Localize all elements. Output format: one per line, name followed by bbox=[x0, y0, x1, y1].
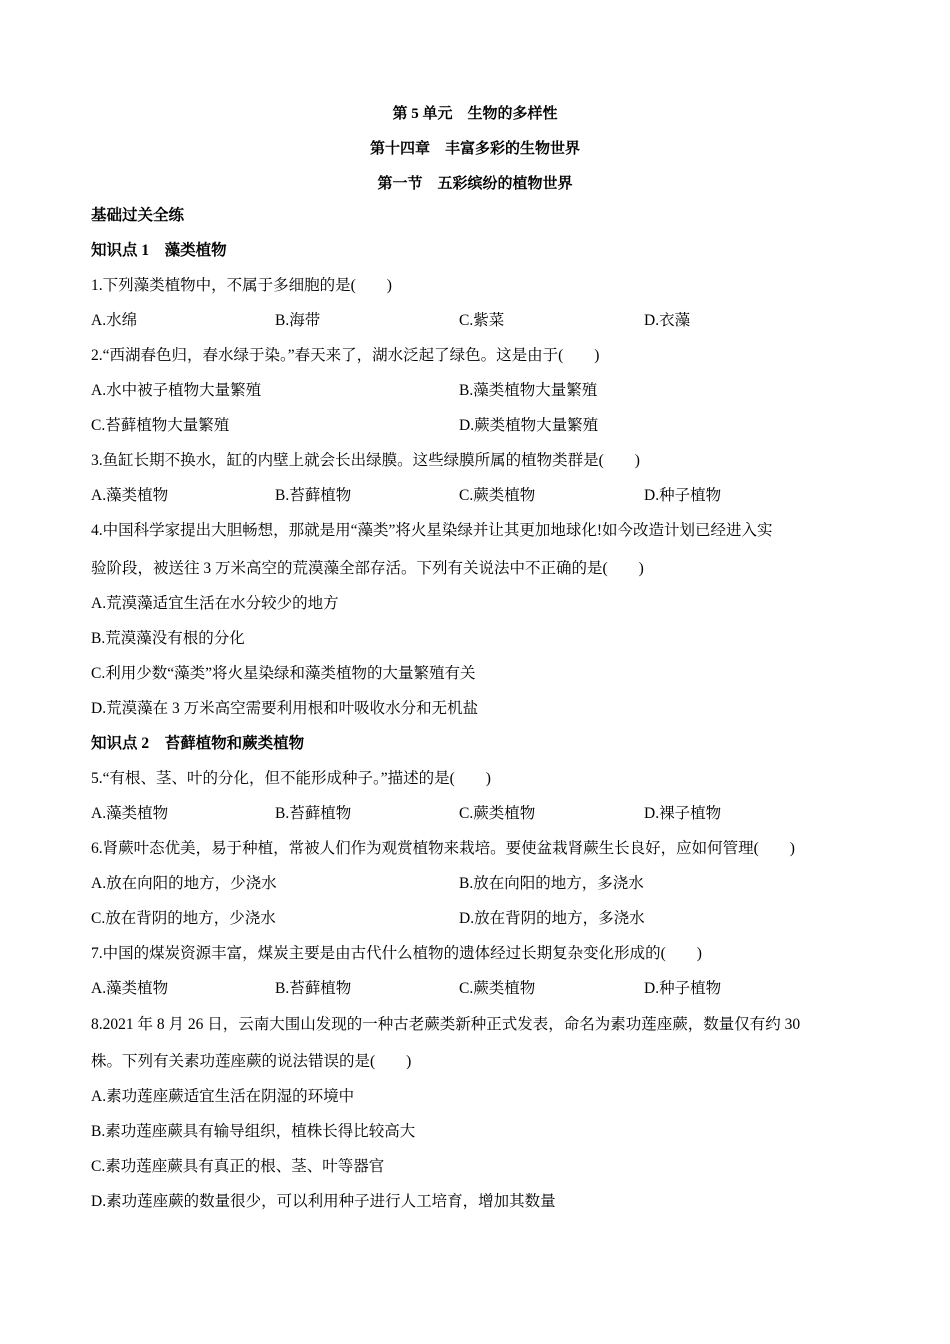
question-6-stem: 6.肾蕨叶态优美，易于种植，常被人们作为观赏植物来栽培。要使盆栽肾蕨生长良好，应如何管理( ) bbox=[91, 840, 795, 857]
knowledge-point-2: 知识点 2 苔藓植物和蕨类植物 bbox=[91, 735, 305, 752]
exercise-title: 基础过关全练 bbox=[91, 207, 185, 224]
question-3-option-b: B.苔藓植物 bbox=[275, 487, 352, 504]
question-3-option-a: A.藻类植物 bbox=[91, 487, 169, 504]
question-7-option-a: A.藻类植物 bbox=[91, 980, 169, 997]
question-6-option-c: C.放在背阴的地方，少浇水 bbox=[91, 910, 276, 927]
question-8-stem-line-1: 8.2021 年 8 月 26 日，云南大围山发现的一种古老蕨类新种正式发表，命名为素功莲座蕨，数量仅有约 30 bbox=[91, 1016, 801, 1033]
question-5-stem: 5.“有根、茎、叶的分化，但不能形成种子。”描述的是( ) bbox=[91, 770, 491, 787]
question-7-option-b: B.苔藓植物 bbox=[275, 980, 352, 997]
question-2-stem: 2.“西湖春色归，春水绿于染。”春天来了，湖水泛起了绿色。这是由于( ) bbox=[91, 347, 600, 364]
question-2-option-a: A.水中被子植物大量繁殖 bbox=[91, 382, 262, 399]
question-4-option-d: D.荒漠藻在 3 万米高空需要利用根和叶吸收水分和无机盐 bbox=[91, 700, 479, 717]
question-2-option-d: D.蕨类植物大量繁殖 bbox=[459, 417, 599, 434]
question-6-option-b: B.放在向阳的地方，多浇水 bbox=[459, 875, 644, 892]
section-heading: 第一节 五彩缤纷的植物世界 bbox=[377, 176, 573, 192]
question-4-stem-line-1: 4.中国科学家提出大胆畅想，那就是用“藻类”将火星染绿并让其更加地球化!如今改造计划已经进入实 bbox=[91, 522, 773, 539]
question-8-stem-line-2: 株。下列有关素功莲座蕨的说法错误的是( ) bbox=[91, 1053, 412, 1070]
question-8-option-d: D.素功莲座蕨的数量很少，可以利用种子进行人工培育，增加其数量 bbox=[91, 1193, 556, 1210]
question-1-option-c: C.紫菜 bbox=[459, 312, 505, 329]
question-5-option-a: A.藻类植物 bbox=[91, 805, 169, 822]
question-1-stem: 1.下列藻类植物中，不属于多细胞的是( ) bbox=[91, 277, 392, 294]
question-7-option-d: D.种子植物 bbox=[644, 980, 722, 997]
question-2-option-c: C.苔藓植物大量繁殖 bbox=[91, 417, 230, 434]
question-8-option-a: A.素功莲座蕨适宜生活在阴湿的环境中 bbox=[91, 1088, 355, 1105]
question-4-stem-line-2: 验阶段，被送往 3 万米高空的荒漠藻全部存活。下列有关说法中不正确的是( ) bbox=[91, 560, 644, 577]
question-4-option-a: A.荒漠藻适宜生活在水分较少的地方 bbox=[91, 595, 339, 612]
chapter-heading: 第十四章 丰富多彩的生物世界 bbox=[369, 141, 580, 157]
knowledge-point-1: 知识点 1 藻类植物 bbox=[91, 242, 227, 259]
question-8-option-b: B.素功莲座蕨具有输导组织，植株长得比较高大 bbox=[91, 1123, 416, 1140]
question-5-option-d: D.裸子植物 bbox=[644, 805, 722, 822]
question-3-stem: 3.鱼缸长期不换水，缸的内壁上就会长出绿膜。这些绿膜所属的植物类群是( ) bbox=[91, 452, 640, 469]
question-7-stem: 7.中国的煤炭资源丰富，煤炭主要是由古代什么植物的遗体经过长期复杂变化形成的( ) bbox=[91, 945, 702, 962]
question-6-option-a: A.放在向阳的地方，少浇水 bbox=[91, 875, 277, 892]
question-7-option-c: C.蕨类植物 bbox=[459, 980, 536, 997]
question-1-option-b: B.海带 bbox=[275, 312, 321, 329]
question-5-option-b: B.苔藓植物 bbox=[275, 805, 352, 822]
question-6-option-d: D.放在背阴的地方，多浇水 bbox=[459, 910, 645, 927]
question-3-option-c: C.蕨类植物 bbox=[459, 487, 536, 504]
question-3-option-d: D.种子植物 bbox=[644, 487, 722, 504]
question-5-option-c: C.蕨类植物 bbox=[459, 805, 536, 822]
unit-heading: 第 5 单元 生物的多样性 bbox=[392, 106, 558, 122]
question-8-option-c: C.素功莲座蕨具有真正的根、茎、叶等器官 bbox=[91, 1158, 385, 1175]
question-4-option-b: B.荒漠藻没有根的分化 bbox=[91, 630, 245, 647]
question-1-option-a: A.水绵 bbox=[91, 312, 138, 329]
question-2-option-b: B.藻类植物大量繁殖 bbox=[459, 382, 598, 399]
question-1-option-d: D.衣藻 bbox=[644, 312, 691, 329]
question-4-option-c: C.利用少数“藻类”将火星染绿和藻类植物的大量繁殖有关 bbox=[91, 665, 476, 682]
